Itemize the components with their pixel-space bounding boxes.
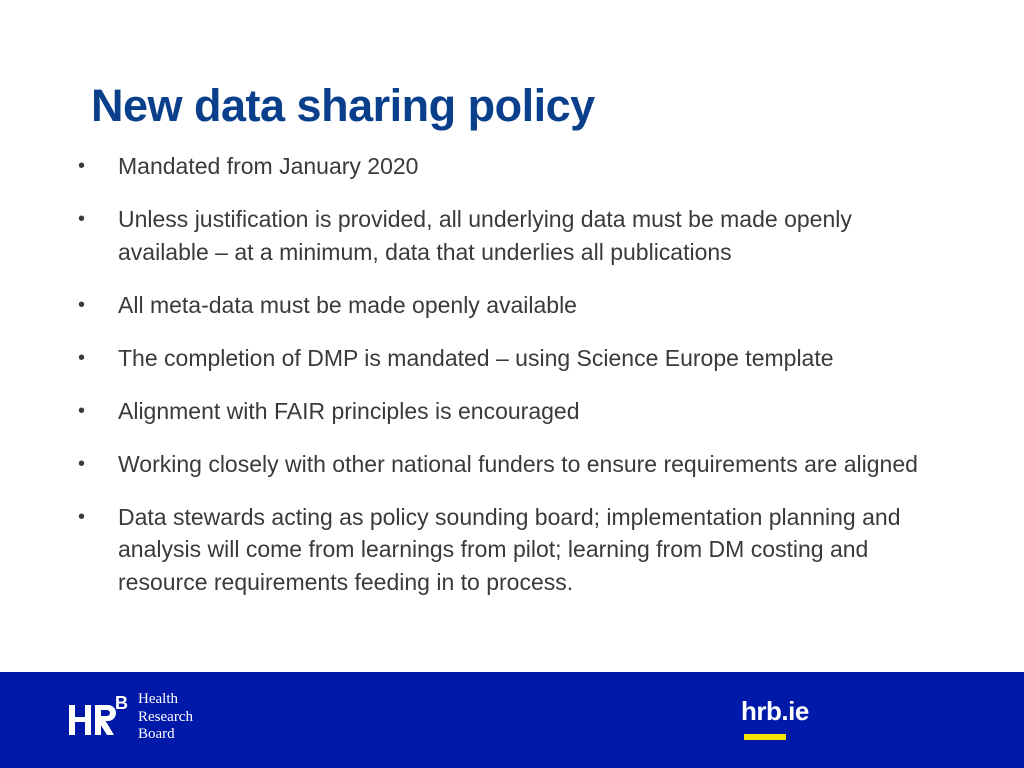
website-underline: [744, 734, 786, 740]
bullet-item: [70, 203, 940, 268]
bullet-item: [70, 395, 940, 428]
bullet-text: Mandated from January 2020: [118, 153, 419, 179]
logo-line-board: Board: [138, 726, 175, 742]
bullet-item: [70, 150, 940, 183]
logo-wordmark: [138, 691, 193, 744]
bullet-dot-icon: •: [78, 346, 86, 369]
bullet-text: All meta-data must be made openly available: [118, 291, 577, 318]
bullet-dot-icon: •: [78, 452, 86, 475]
bullet-dot-icon: •: [78, 399, 86, 422]
bullet-text: Working closely with other national funders to ensure requirements are aligned: [118, 450, 918, 477]
bullet-list: [70, 150, 940, 619]
footer-bar: [0, 672, 1024, 768]
bullet-item: [70, 342, 940, 375]
logo-line-health: Health: [138, 691, 178, 707]
svg-text:B: B: [115, 693, 128, 713]
bullet-dot-icon: •: [78, 155, 86, 177]
bullet-text: Data stewards acting as policy sounding board; implementation planning and analysis will come from learnings from pilot; learning from DM costing and resource requirements feeding in to process.: [118, 503, 901, 595]
bullet-item: [70, 448, 940, 481]
bullet-text: Alignment with FAIR principles is encouraged: [118, 397, 580, 424]
hrb-logo-icon: [69, 693, 131, 737]
bullet-dot-icon: •: [78, 293, 86, 316]
website-link[interactable]: hrb.ie: [741, 696, 809, 726]
slide-title: New data sharing policy: [91, 80, 595, 131]
bullet-text: Unless justification is provided, all underlying data must be made openly available – at a minimum, data that underlies all publications: [118, 206, 852, 265]
bullet-dot-icon: •: [78, 505, 86, 528]
bullet-text: The completion of DMP is mandated – using Science Europe template: [118, 344, 834, 371]
bullet-item: [70, 289, 940, 322]
bullet-item: [70, 501, 940, 599]
logo-line-research: Research: [138, 708, 193, 725]
bullet-dot-icon: •: [78, 208, 86, 230]
